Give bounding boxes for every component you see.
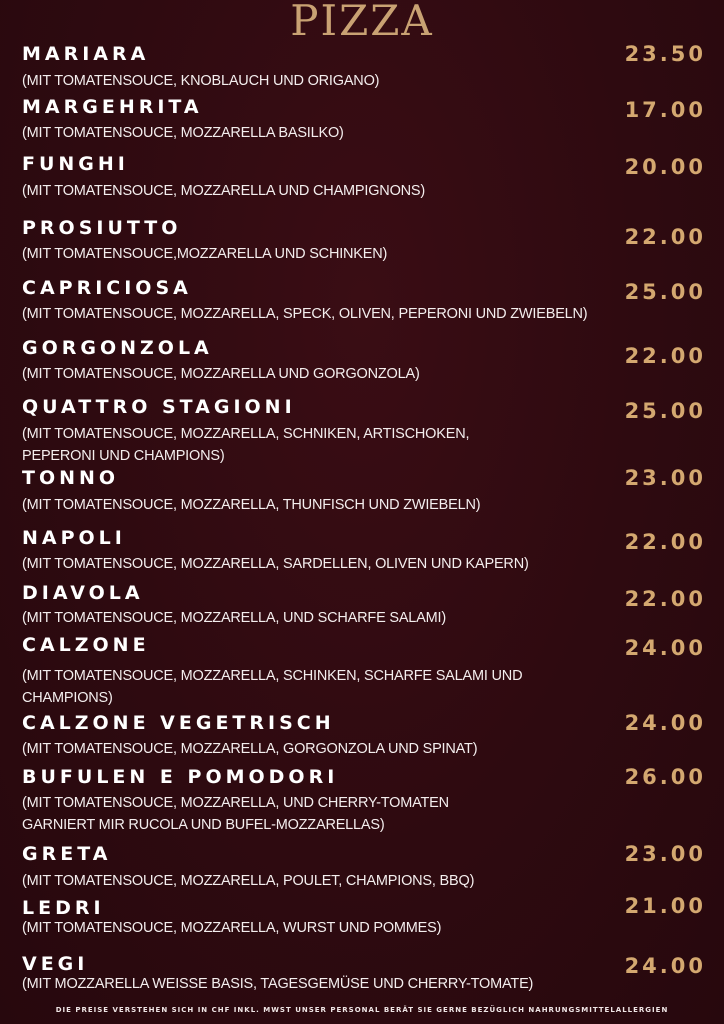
item-name-greta: GRETA (22, 843, 112, 865)
item-desc-vegi: (MIT MOZZARELLA WEISSE BASIS, TAGESGEMÜSE UND CHERRY-TOMATE) (22, 976, 534, 992)
item-price-bufulen-e-pomodori: 26.00 (624, 765, 706, 789)
item-price-funghi: 20.00 (624, 155, 706, 179)
item-desc-mariara: (MIT TOMATENSOUCE, KNOBLAUCH UND ORIGANO) (22, 73, 380, 89)
item-price-ledri: 21.00 (624, 894, 706, 918)
item-price-calzone: 24.00 (624, 636, 706, 660)
item-name-capriciosa: CAPRICIOSA (22, 277, 192, 299)
menu-title: PIZZA (290, 0, 434, 45)
item-price-greta: 23.00 (624, 842, 706, 866)
item-desc-greta: (MIT TOMATENSOUCE, MOZZARELLA, POULET, CHAMPIONS, BBQ) (22, 873, 475, 889)
item-name-calzone: CALZONE (22, 634, 150, 656)
item-name-tonno: TONNO (22, 467, 120, 489)
item-desc-prosiutto: (MIT TOMATENSOUCE,MOZZARELLA UND SCHINKEN) (22, 246, 388, 262)
item-price-mariara: 23.50 (624, 42, 706, 66)
item-name-vegi: VEGI (22, 953, 89, 975)
item-price-prosiutto: 22.00 (624, 225, 706, 249)
item-desc-bufulen-e-pomodori: (MIT TOMATENSOUCE, MOZZARELLA, UND CHERRY-TOMATEN GARNIERT MIR RUCOLA UND BUFEL-MOZZARELLAS) (22, 795, 449, 833)
item-desc-ledri: (MIT TOMATENSOUCE, MOZZARELLA, WURST UND POMMES) (22, 920, 442, 936)
item-desc-funghi: (MIT TOMATENSOUCE, MOZZARELLA UND CHAMPIGNONS) (22, 183, 426, 199)
item-name-napoli: NAPOLI (22, 527, 126, 549)
item-desc-gorgonzola: (MIT TOMATENSOUCE, MOZZARELLA UND GORGONZOLA) (22, 366, 420, 382)
item-desc-calzone-vegetrisch: (MIT TOMATENSOUCE, MOZZARELLA, GORGONZOLA UND SPINAT) (22, 741, 478, 757)
item-name-mariara: MARIARA (22, 43, 150, 65)
item-name-gorgonzola: GORGONZOLA (22, 337, 213, 359)
item-desc-calzone: (MIT TOMATENSOUCE, MOZZARELLA, SCHINKEN, SCHARFE SALAMI UND CHAMPIONS) (22, 668, 523, 706)
item-price-diavola: 22.00 (624, 587, 706, 611)
item-desc-margehrita: (MIT TOMATENSOUCE, MOZZARELLA BASILKO) (22, 125, 344, 141)
item-desc-quattro-stagioni: (MIT TOMATENSOUCE, MOZZARELLA, SCHNIKEN, ARTISCHOKEN, PEPERONI UND CHAMPIONS) (22, 426, 470, 464)
item-price-vegi: 24.00 (624, 954, 706, 978)
item-name-diavola: DIAVOLA (22, 582, 144, 604)
item-desc-napoli: (MIT TOMATENSOUCE, MOZZARELLA, SARDELLEN, OLIVEN UND KAPERN) (22, 556, 529, 572)
item-name-calzone-vegetrisch: CALZONE VEGETRISCH (22, 712, 335, 734)
item-name-bufulen-e-pomodori: BUFULEN E POMODORI (22, 766, 339, 788)
item-desc-tonno: (MIT TOMATENSOUCE, MOZZARELLA, THUNFISCH UND ZWIEBELN) (22, 497, 481, 513)
item-name-quattro-stagioni: QUATTRO STAGIONI (22, 396, 296, 418)
item-name-ledri: LEDRI (22, 897, 105, 919)
item-desc-capriciosa: (MIT TOMATENSOUCE, MOZZARELLA, SPECK, OLIVEN, PEPERONI UND ZWIEBELN) (22, 306, 588, 322)
item-price-gorgonzola: 22.00 (624, 344, 706, 368)
item-name-prosiutto: PROSIUTTO (22, 217, 182, 239)
item-name-margehrita: MARGEHRITA (22, 96, 203, 118)
item-price-margehrita: 17.00 (624, 98, 706, 122)
footer-note: DIE PREISE VERSTEHEN SICH IN CHF INKL. MWST UNSER PERSONAL BERÄT SIE GERNE BEZÜGLICH NAHRUNGSMITTELALLERGIEN (55, 1006, 669, 1014)
item-desc-diavola: (MIT TOMATENSOUCE, MOZZARELLA, UND SCHARFE SALAMI) (22, 610, 446, 626)
item-name-funghi: FUNGHI (22, 153, 129, 175)
item-price-napoli: 22.00 (624, 530, 706, 554)
item-price-capriciosa: 25.00 (624, 280, 706, 304)
item-price-quattro-stagioni: 25.00 (624, 399, 706, 423)
item-price-calzone-vegetrisch: 24.00 (624, 711, 706, 735)
item-price-tonno: 23.00 (624, 466, 706, 490)
